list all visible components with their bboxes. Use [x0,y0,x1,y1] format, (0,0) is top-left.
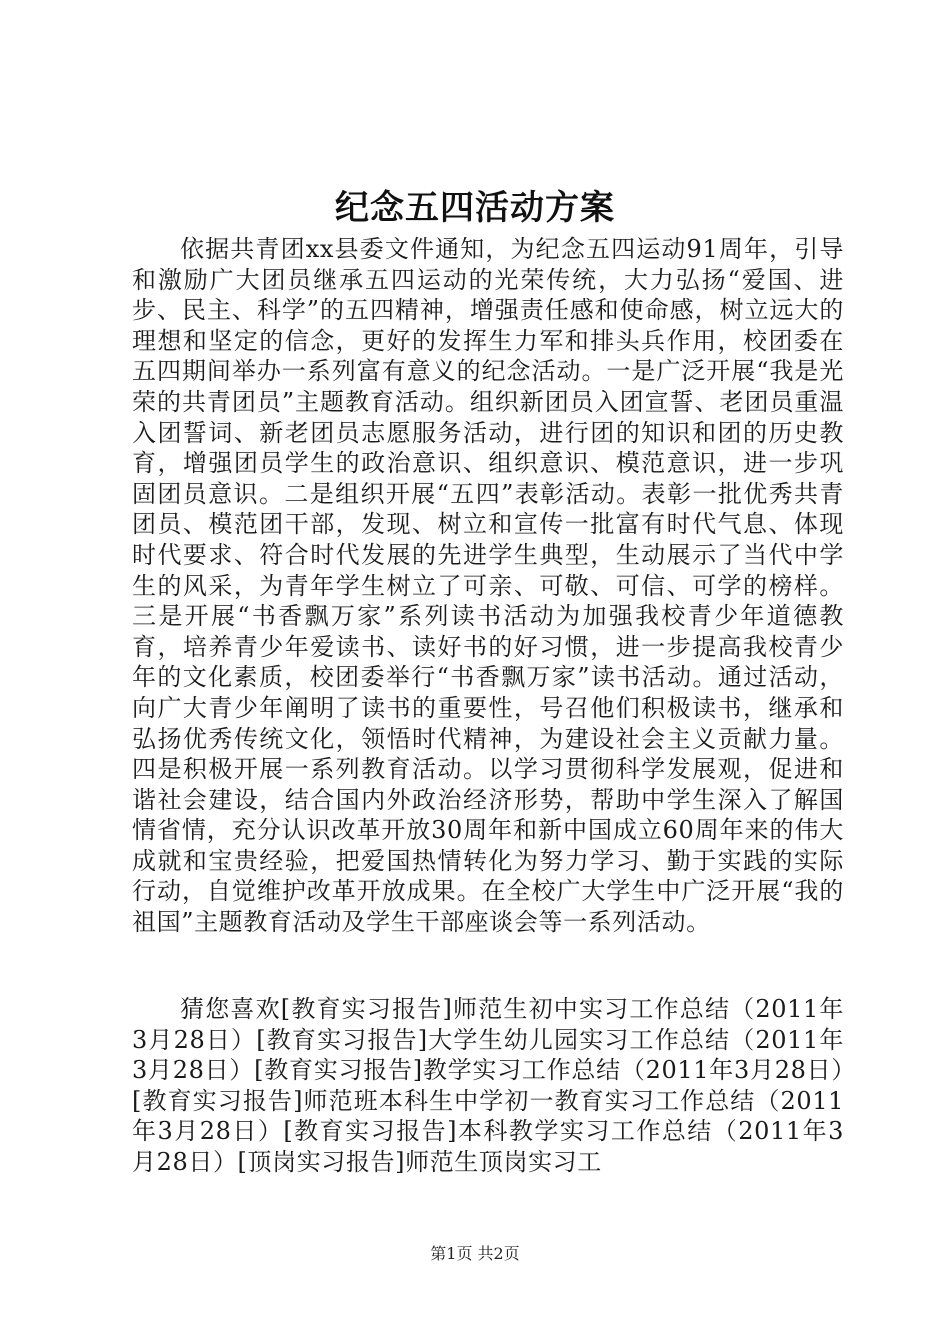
document-title: 纪念五四活动方案 [335,188,615,228]
body-paragraph-related: 猜您喜欢[教育实习报告]师范生初中实习工作总结（2011年3月28日）[教育实习报告]大学生幼儿园实习工作总结（2011年3月28日）[教育实习报告]教学实习工作总结（2011年3月28日）[教育实习报告]师范班本科生中学初一教育实习工作总结（2011年3月28日）[教育实习报告]本科教学实习工作总结（2011年3月28日）[顶岗实习报告]师范生顶岗实习工 [132,995,844,1176]
body-paragraph-main: 依据共青团xx县委文件通知，为纪念五四运动91周年，引导和激励广大团员继承五四运动的光荣传统，大力弘扬“爱国、进步、民主、科学”的五四精神，增强责任感和使命感，树立远大的理想和坚定的信念，更好的发挥生力军和排头兵作用，校团委在五四期间举办一系列富有意义的纪念活动。一是广泛开展“我是光荣的共青团员”主题教育活动。组织新团员入团宣誓、老团员重温入团誓词、新老团员志愿服务活动，进行团的知识和团的历史教育，增强团员学生的政治意识、组织意识、模范意识，进一步巩固团员意识。二是组织开展“五四”表彰活动。表彰一批优秀共青团员、模范团干部，发现、树立和宣传一批富有时代气息、体现时代要求、符合时代发展的先进学生典型，生动展示了当代中学生的风采，为青年学生树立了可亲、可敬、可信、可学的榜样。三是开展“书香飘万家”系列读书活动为加强我校青少年道德教育，培养青少年爱读书、读好书的好习惯，进一步提高我校青少年的文化素质，校团委举行“书香飘万家”读书活动。通过活动，向广大青少年阐明了读书的重要性，号召他们积极读书，继承和弘扬优秀传统文化，领悟时代精神，为建设社会主义贡献力量。四是积极开展一系列教育活动。以学习贯彻科学发展观，促进和谐社会建设，结合国内外政治经济形势，帮助中学生深入了解国情省情，充分认识改革开放30周年和新中国成立60周年来的伟大成就和宝贵经验，把爱国热情转化为努力学习、勤于实践的实际行动，自觉维护改革开放成果。在全校广大学生中广泛开展“我的祖国”主题教育活动及学生干部座谈会等一系列活动。 [132,235,844,937]
page-footer: 第1页 共2页 [430,1244,520,1263]
